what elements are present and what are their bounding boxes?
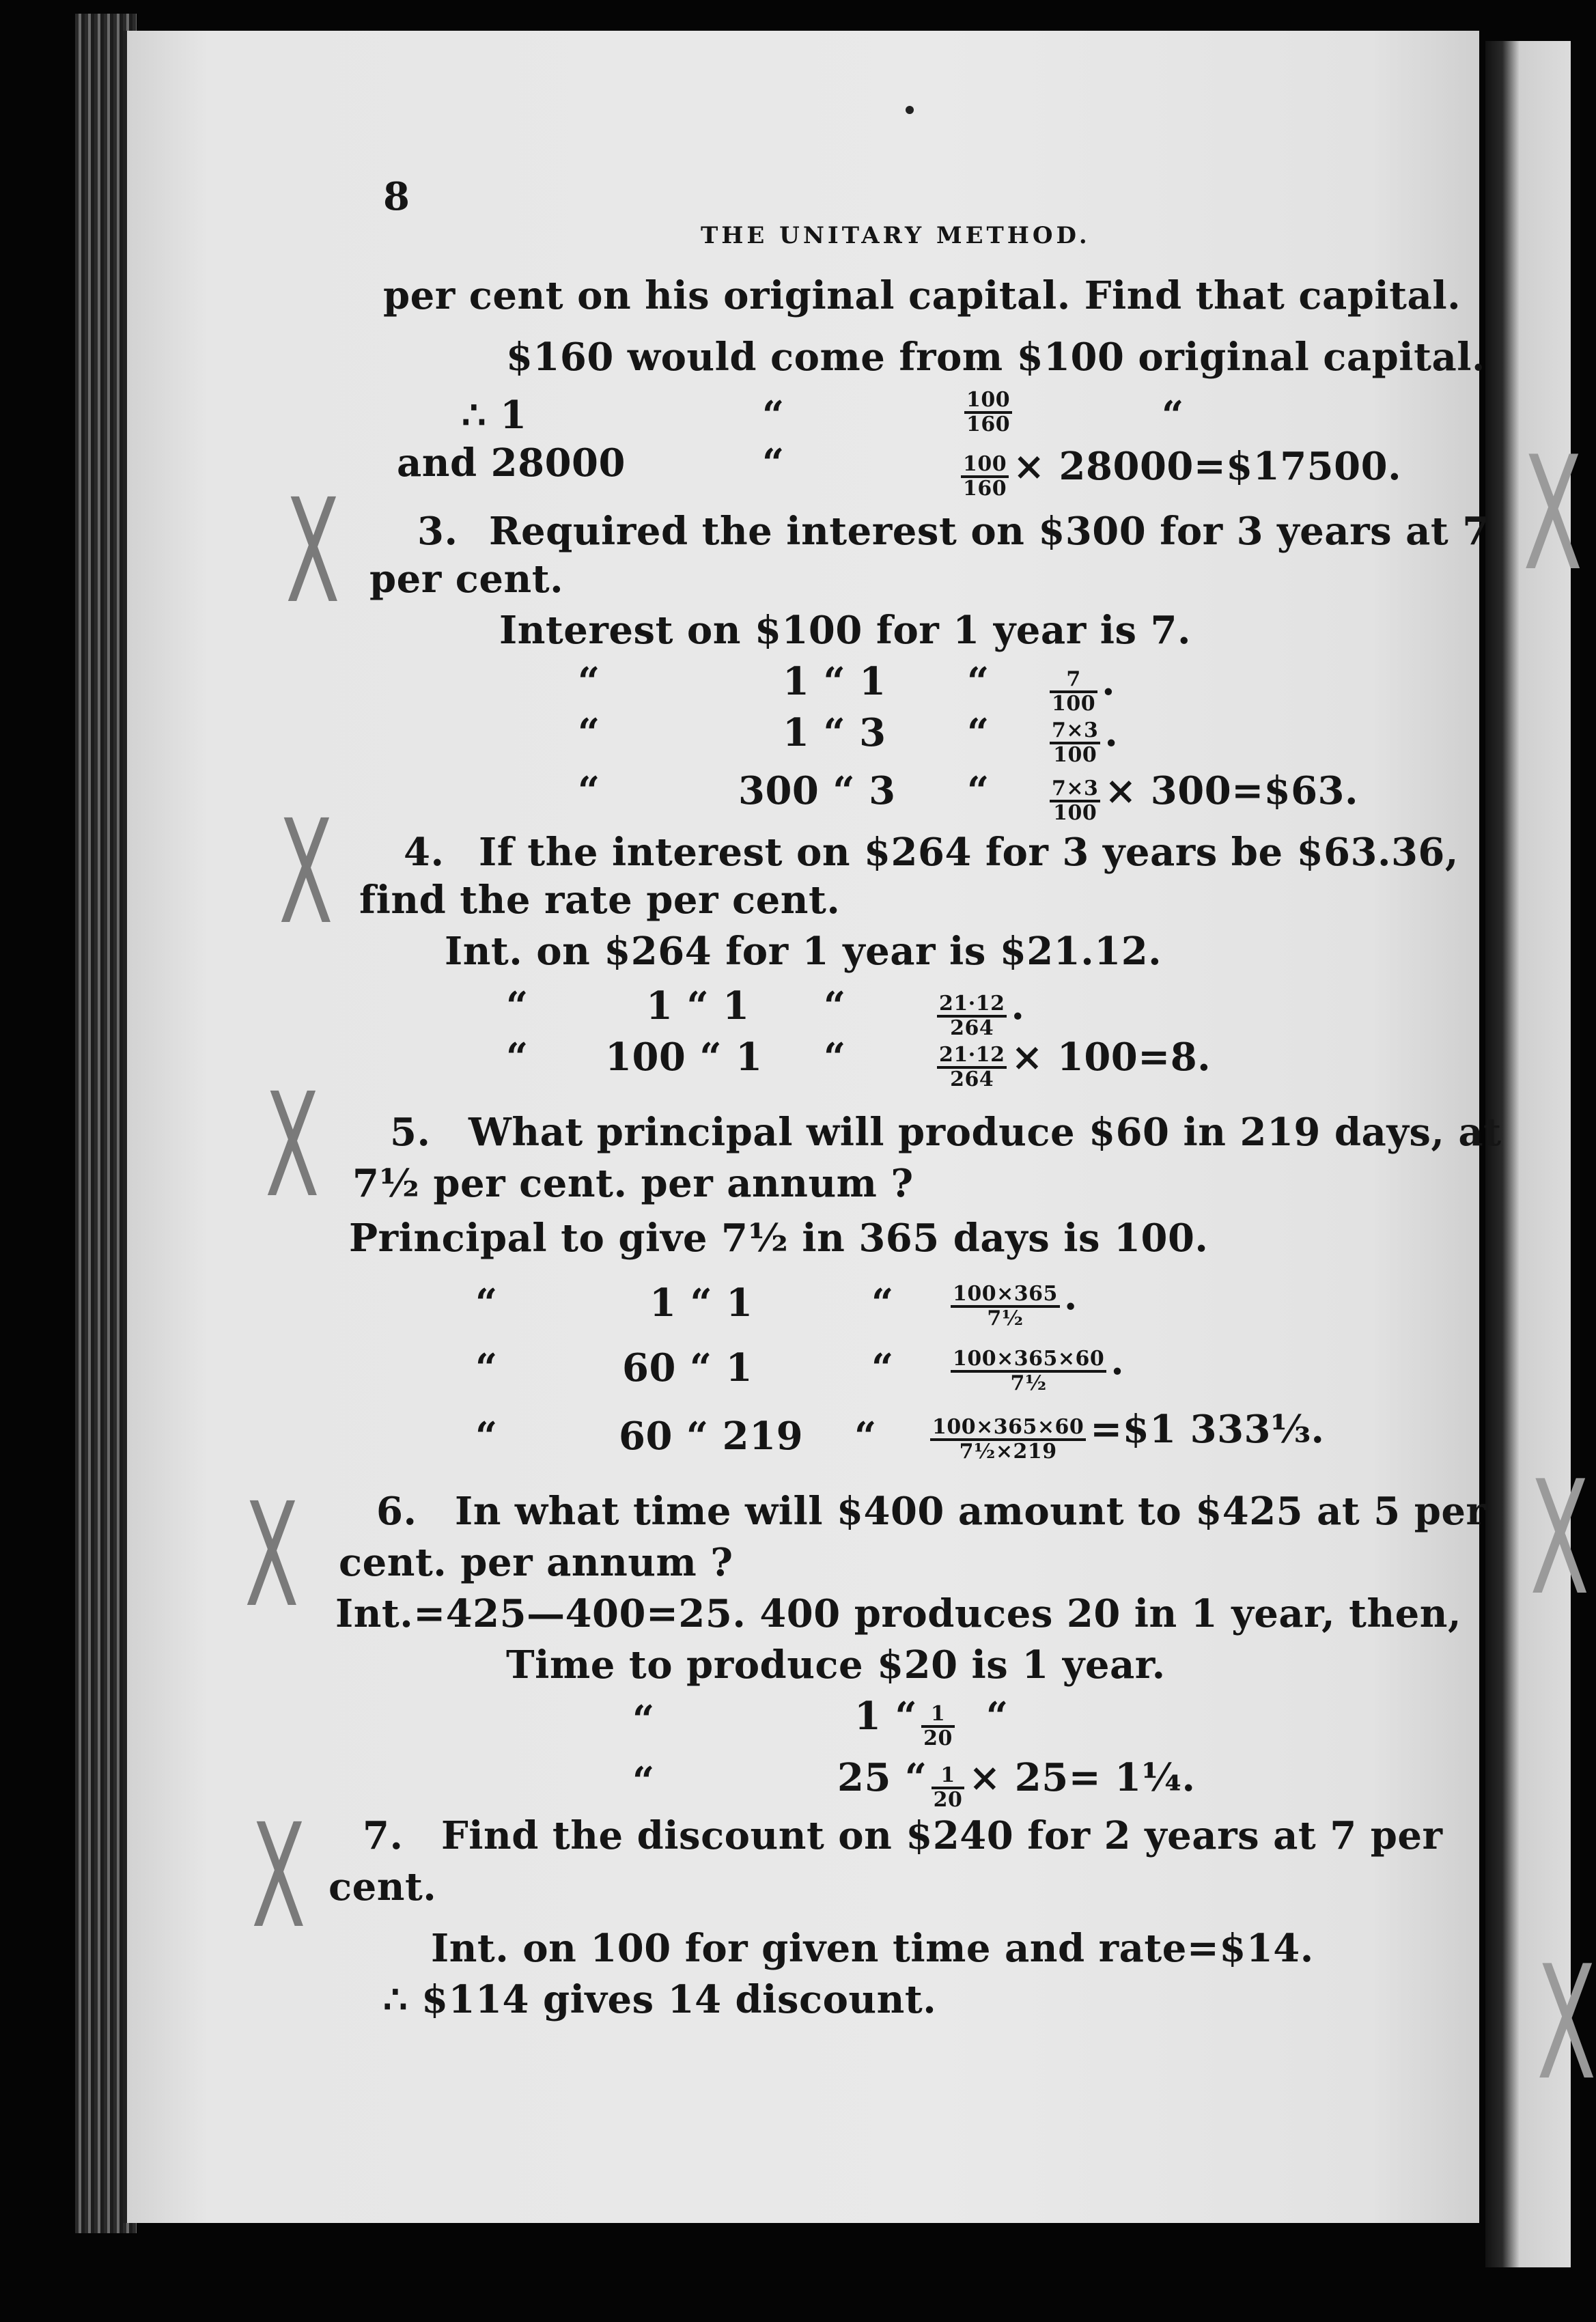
solution-line: Int.=425—400=25. 400 produces 20 in 1 year, then, <box>335 1591 1462 1636</box>
problem-number: 6. <box>376 1489 417 1534</box>
book-page <box>123 31 1502 2223</box>
problem-text: find the rate per cent. <box>359 878 841 923</box>
fraction-expression: $\frac{7}{100}$ . <box>1046 659 1115 714</box>
fraction-expression: $\frac{100}{160}$ × 28000=$17500. <box>957 444 1401 499</box>
margin-x-mark: X <box>244 1472 299 1639</box>
problem-text: If the interest on $264 for 3 years be $63.36, <box>479 830 1459 875</box>
problem-text: per cent. <box>369 557 564 602</box>
ditto-mark: “ <box>578 710 600 755</box>
running-title: THE UNITARY METHOD. <box>701 222 1091 249</box>
problem-text: 7½ per cent. per annum ? <box>352 1161 914 1206</box>
problem-text: Required the interest on $300 for 3 years at 7 <box>489 509 1489 554</box>
page-number: 8 <box>383 174 410 219</box>
margin-x-mark: X <box>1523 423 1583 606</box>
solution-line: 60 “ 1 <box>622 1345 753 1390</box>
fraction-expression: $\frac{7\times 3}{100}$ . <box>1046 710 1118 766</box>
ditto-mark: “ <box>578 659 600 704</box>
margin-x-mark: X <box>1537 1933 1596 2115</box>
text-line: and 28000 <box>397 440 626 486</box>
fraction-expression: $\frac{100\times 365\times 60}{\text{7½×219}}$ =$1 333⅓. <box>926 1407 1324 1462</box>
solution-line: 300 “ 3 <box>738 768 896 813</box>
text-line: per cent on his original capital. Find that capital. <box>383 273 1461 318</box>
problem-text: cent. per annum ? <box>339 1540 733 1585</box>
ditto-mark: “ <box>632 1759 655 1804</box>
ditto-mark: “ <box>762 393 785 438</box>
solution-line: Int. on $264 for 1 year is $21.12. <box>445 929 1162 974</box>
ditto-mark: “ <box>578 768 600 813</box>
ditto-mark: “ <box>967 710 990 755</box>
problem-number: 3. <box>417 509 458 554</box>
solution-line: Time to produce $20 is 1 year. <box>506 1642 1166 1688</box>
fraction: $\frac{100}{160}$ <box>960 389 1016 435</box>
ditto-mark: “ <box>475 1281 498 1326</box>
ditto-mark: “ <box>854 1414 877 1459</box>
problem-number: 7. <box>363 1813 404 1858</box>
ditto-mark: “ <box>824 1035 846 1080</box>
ditto-mark: “ <box>475 1345 498 1390</box>
solution-line: 1 “ 3 <box>783 710 886 755</box>
solution-line: ∴ $114 gives 14 discount. <box>383 1977 937 2022</box>
solution-line: Interest on $100 for 1 year is 7. <box>499 608 1191 653</box>
fraction-expression: $\frac{21\cdot 12}{264}$ . <box>933 983 1024 1039</box>
problem-text: What principal will produce $60 in 219 days, at <box>468 1110 1502 1155</box>
margin-x-mark: X <box>251 1793 306 1960</box>
ditto-mark: “ <box>475 1414 498 1459</box>
fraction-expression: $\frac{7\times 3}{100}$ × 300=$63. <box>1046 768 1358 824</box>
margin-x-mark: X <box>1530 1448 1590 1630</box>
margin-x-mark: X <box>285 468 340 635</box>
text-line: $160 would come from $100 original capital. <box>506 335 1485 380</box>
text-line: ∴ 1 <box>462 393 527 438</box>
ditto-mark: “ <box>967 659 990 704</box>
ditto-mark: “ <box>506 1035 529 1080</box>
solution-line: 100 “ 1 <box>605 1035 763 1080</box>
fraction-expression: $\frac{100\times 365\times 60}{\text{7½}}$ . <box>947 1339 1124 1394</box>
ditto-mark: “ <box>1162 393 1184 438</box>
margin-x-mark: X <box>279 789 333 956</box>
problem-number: 4. <box>404 830 445 875</box>
problem-text: cent. <box>328 1864 437 1910</box>
problem-text: In what time will $400 amount to $425 at 5 per <box>455 1489 1487 1534</box>
solution-line: 60 “ 219 <box>619 1414 804 1459</box>
ditto-mark: “ <box>871 1345 894 1390</box>
fraction-expression: 25 “ $\frac{1}{20}$ × 25= 1¼. <box>837 1755 1196 1812</box>
fraction-expression: 1 “ $\frac{1}{20}$ “ <box>854 1694 1009 1750</box>
ditto-mark: “ <box>824 983 846 1029</box>
ditto-mark: “ <box>871 1281 894 1326</box>
fraction-expression: $\frac{100\times 365}{\text{7½}}$ . <box>947 1274 1078 1329</box>
speck <box>906 106 914 114</box>
solution-line: 1 “ 1 <box>783 659 886 704</box>
ditto-mark: “ <box>762 440 785 486</box>
solution-line: Principal to give 7½ in 365 days is 100. <box>349 1216 1209 1261</box>
problem-number: 5. <box>390 1110 431 1155</box>
ditto-mark: “ <box>506 983 529 1029</box>
solution-line: Int. on 100 for given time and rate=$14. <box>431 1926 1314 1971</box>
solution-line: 1 “ 1 <box>646 983 750 1029</box>
solution-line: 1 “ 1 <box>649 1281 753 1326</box>
problem-text: Find the discount on $240 for 2 years at 7 per <box>441 1813 1443 1858</box>
ditto-mark: “ <box>632 1697 655 1742</box>
ditto-mark: “ <box>967 768 990 813</box>
fraction-expression: $\frac{21\cdot 12}{264}$ × 100=8. <box>933 1035 1211 1090</box>
margin-x-mark: X <box>265 1062 320 1229</box>
